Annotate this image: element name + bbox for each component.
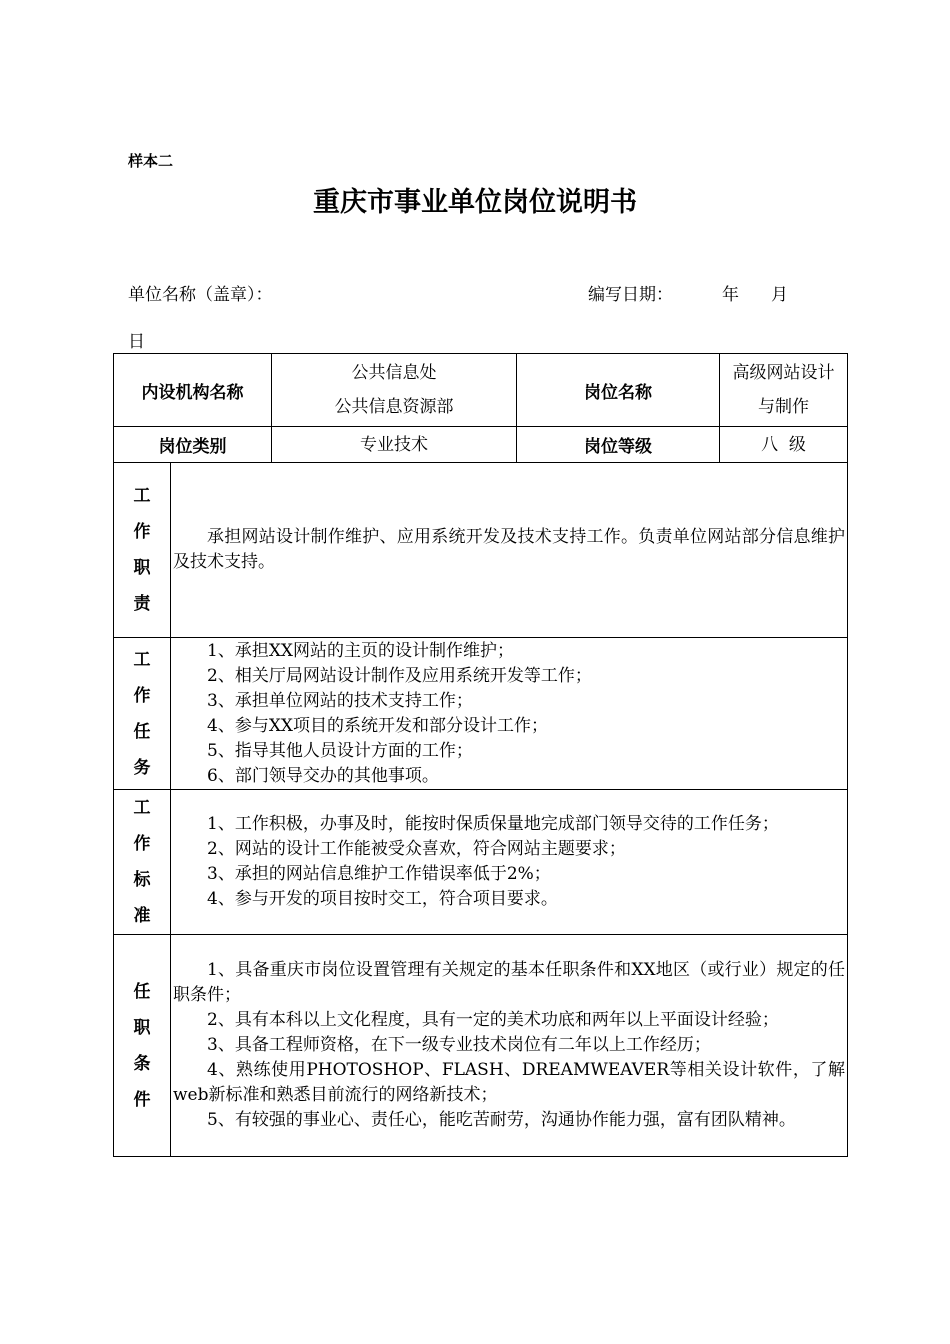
standards-row <box>114 790 848 935</box>
standard-item: 3、承担的网站信息维护工作错误率低于2%； <box>207 864 551 884</box>
category-row <box>114 427 848 463</box>
position-name-line-1: 高级网站设计 <box>732 363 835 383</box>
qualifications-label <box>114 935 171 1157</box>
org-label: 内设机构名称 <box>114 354 272 427</box>
task-item: 6、部门领导交办的其他事项。 <box>207 765 439 786</box>
qualifications-content <box>171 935 848 1157</box>
year-label: 年 <box>722 285 739 305</box>
task-item: 4、参与XX项目的系统开发和部分设计工作； <box>207 715 549 736</box>
qualification-item: 5、有较强的事业心、责任心，能吃苦耐劳，沟通协作能力强，富有团队精神。 <box>207 1110 796 1130</box>
standards-label-char: 准 <box>133 906 151 926</box>
standards-label-char: 标 <box>133 870 151 890</box>
sample-label: 样本二 <box>128 152 174 170</box>
qualification-item: 2、具有本科以上文化程度，具有一定的美术功底和两年以上平面设计经验； <box>207 1010 779 1030</box>
tasks-row <box>114 638 848 790</box>
qualifications-row <box>114 935 848 1157</box>
document-title: 重庆市事业单位岗位说明书 <box>313 187 637 218</box>
duties-text: 承担网站设计制作维护、应用系统开发及技术支持工作。负责单位网站部分信息维护及技术支持。 <box>173 527 845 572</box>
standard-item: 4、参与开发的项目按时交工，符合项目要求。 <box>207 889 558 909</box>
qualification-item: 1、具备重庆市岗位设置管理有关规定的基本任职条件和XX地区（或行业）规定的任职条件； <box>173 960 845 1005</box>
duties-content <box>171 463 848 638</box>
standard-item: 2、网站的设计工作能被受众喜欢，符合网站主题要求； <box>207 839 626 859</box>
unit-name-label: 单位名称（盖章）： <box>128 285 273 305</box>
tasks-label <box>114 638 171 790</box>
tasks-label-char: 工 <box>133 649 151 670</box>
job-description-table <box>113 353 848 1157</box>
task-item: 5、指导其他人员设计方面的工作； <box>207 740 473 761</box>
qualifications-label-char: 件 <box>133 1089 151 1110</box>
category-value: 专业技术 <box>272 427 517 463</box>
org-value-line-1: 公共信息处 <box>351 363 437 383</box>
grade-label: 岗位等级 <box>517 427 720 463</box>
standards-content <box>171 790 848 935</box>
duties-label <box>114 463 171 638</box>
tasks-label-char: 务 <box>133 757 151 778</box>
month-label: 月 <box>771 285 788 305</box>
qualification-item: 4、熟练使用PHOTOSHOP、FLASH、DREAMWEAVER等相关设计软件，了解web新标准和熟悉目前流行的网络新技术； <box>173 1060 845 1105</box>
grade-value: 八 级 <box>720 427 848 463</box>
standards-label <box>114 790 171 935</box>
duties-row <box>114 463 848 638</box>
tasks-label-char: 作 <box>133 685 151 706</box>
duties-label-char: 职 <box>133 558 151 578</box>
tasks-label-char: 任 <box>133 721 151 742</box>
tasks-content <box>171 638 848 790</box>
qualification-item: 3、具备工程师资格，在下一级专业技术岗位有二年以上工作经历； <box>207 1035 711 1055</box>
org-value <box>272 354 517 427</box>
org-row <box>114 354 848 427</box>
task-item: 1、承担XX网站的主页的设计制作维护； <box>207 640 515 661</box>
duties-label-char: 作 <box>133 522 151 542</box>
task-item: 2、相关厅局网站设计制作及应用系统开发等工作； <box>207 665 592 686</box>
qualifications-label-char: 职 <box>133 1017 151 1038</box>
category-label: 岗位类别 <box>114 427 272 463</box>
qualifications-label-char: 任 <box>133 981 151 1002</box>
day-label: 日 <box>128 332 145 352</box>
position-name-label: 岗位名称 <box>517 354 720 427</box>
standards-label-char: 工 <box>133 798 151 818</box>
date-label: 编写日期： <box>588 285 673 305</box>
qualifications-label-char: 条 <box>133 1053 151 1074</box>
position-name-value <box>720 354 848 427</box>
duties-label-char: 责 <box>133 594 151 614</box>
org-value-line-2: 公共信息资源部 <box>334 397 454 417</box>
standards-label-char: 作 <box>133 834 151 854</box>
position-name-line-2: 与制作 <box>758 397 809 417</box>
standard-item: 1、工作积极，办事及时，能按时保质保量地完成部门领导交待的工作任务； <box>207 814 779 834</box>
task-item: 3、承担单位网站的技术支持工作； <box>207 690 473 711</box>
duties-label-char: 工 <box>133 486 151 506</box>
